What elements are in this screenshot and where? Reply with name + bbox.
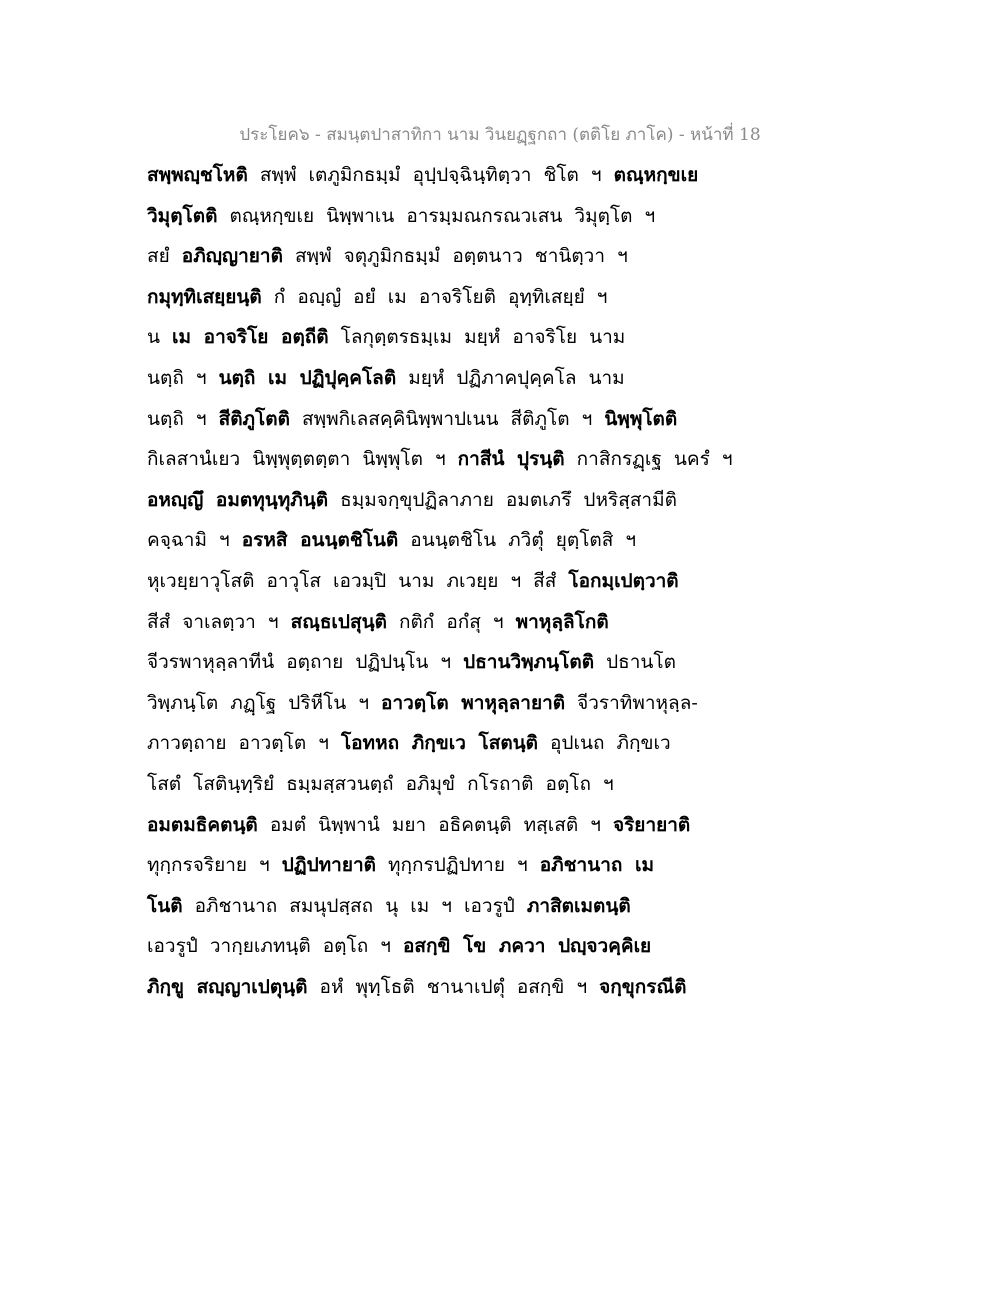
bold-term: อภิญฺญายาติ xyxy=(181,245,283,268)
text-segment: ธมฺมจกฺขุปฏิลาภาย อมตเภรึ ปหริสฺสามีติ xyxy=(328,488,677,511)
bold-term: วิมุตฺโตติ xyxy=(147,204,218,227)
bold-term: อมตมธิคตนฺติ xyxy=(147,813,258,836)
text-segment: สพฺพํ เตภูมิกธมฺมํ อุปฺปจฺฉินฺทิตฺวา ชิโต ฯ xyxy=(247,164,614,186)
text-line xyxy=(147,886,707,927)
text-line xyxy=(147,236,707,277)
text-segment: ตณฺหกฺขเย นิพฺพาเน อารมฺมณกรณวเสน วิมุตฺโต ฯ xyxy=(217,204,656,227)
text-segment: ทุกฺกรจริยาย ฯ xyxy=(147,854,282,877)
text-line xyxy=(147,561,707,602)
bold-term: โอกมฺเปตฺวาติ xyxy=(568,569,679,592)
bold-term: สพฺพญฺชโหติ xyxy=(147,164,248,186)
text-line xyxy=(147,358,707,399)
text-line xyxy=(147,399,707,440)
text-segment: สยํ xyxy=(147,245,182,268)
text-segment: กํ อญฺญํ อยํ เม อาจริโยติ อุทฺทิเสยฺยํ ฯ xyxy=(261,285,608,308)
bold-term: กาสีนํ ปุรนฺติ xyxy=(457,448,565,471)
text-segment: อหํ พุทฺโธติ ชานาเปตุํ อสกฺขิ ฯ xyxy=(307,975,600,998)
text-line xyxy=(147,683,707,724)
text-line xyxy=(147,845,707,886)
bold-term: เม อาจริโย อตฺถีติ xyxy=(172,326,329,349)
bold-term: จริยายาติ xyxy=(612,813,691,836)
text-line xyxy=(147,520,707,561)
text-line xyxy=(147,723,707,764)
body-text xyxy=(147,155,733,1007)
text-segment: จีวราทิพาหุลฺล- xyxy=(565,691,698,714)
text-line xyxy=(147,439,733,480)
bold-term: อหญฺญึ อมตทุนฺทุภินฺติ xyxy=(147,488,329,511)
bold-term: ปฏิปทายาติ xyxy=(281,854,376,877)
bold-term: สณฺธเปสุนฺติ xyxy=(290,610,387,633)
bold-term: โนติ xyxy=(147,894,183,917)
text-line xyxy=(147,317,707,358)
bold-term: กมุทฺทิเสยฺยนฺติ xyxy=(147,285,262,308)
text-line xyxy=(147,277,707,318)
text-segment: สพฺพกิเลสคฺคินิพฺพาปเนน สีติภูโต ฯ xyxy=(289,407,605,430)
text-segment: ทุกฺกรปฏิปทาย ฯ xyxy=(375,854,540,877)
text-segment: สีสํ จาเลตฺวา ฯ xyxy=(147,610,291,633)
text-segment: น xyxy=(147,326,173,349)
text-line xyxy=(147,480,707,521)
bold-term: ภิกฺขู สญฺญาเปตุนฺติ xyxy=(147,975,308,998)
bold-term: พาหุลฺลิโกติ xyxy=(515,610,609,633)
text-segment: กิเลสานํเยว นิพฺพุตฺตตฺตา นิพฺพุโต ฯ xyxy=(147,448,458,471)
text-segment: จีวรพาหุลฺลาทีนํ อตฺถาย ปฏิปนฺโน ฯ xyxy=(147,651,464,674)
text-line xyxy=(147,967,707,1008)
text-segment: นตฺถิ ฯ xyxy=(147,407,219,430)
text-segment: มยฺหํ ปฏิภาคปุคฺคโล นาม xyxy=(396,366,625,389)
text-segment: ภาวตฺถาย อาวตฺโต ฯ xyxy=(147,732,341,755)
text-segment: หุเวยฺยาวุโสติ อาวุโส เอวมฺปิ นาม ภเวยฺย ฯ สีสํ xyxy=(147,569,569,592)
text-line xyxy=(147,155,707,196)
text-segment: อนนฺตชิโน ภวิตุํ ยุตฺโตสิ ฯ xyxy=(398,529,637,552)
text-segment: อุปเนถ ภิกฺขเว xyxy=(537,732,671,755)
text-line xyxy=(147,602,707,643)
text-line xyxy=(147,642,707,683)
text-segment: สพฺพํ จตุภูมิกธมฺมํ อตฺตนาว ชานิตฺวา ฯ xyxy=(282,245,628,268)
bold-term: สีติภูโตติ xyxy=(218,407,290,430)
bold-term: ตณฺหกฺขเย xyxy=(613,164,699,186)
text-line xyxy=(147,764,707,805)
text-segment: อมตํ นิพฺพานํ มยา อธิคตนฺติ ทสฺเสติ ฯ xyxy=(257,813,613,836)
text-segment: โสตํ โสตินฺทฺริยํ ธมฺมสฺสวนตฺถํ อภิมุขํ กโรถาติ อตฺโถ ฯ xyxy=(147,772,614,795)
bold-term: อาวตฺโต พาหุลฺลายาติ xyxy=(381,691,566,714)
text-segment: นตฺถิ ฯ xyxy=(147,366,219,389)
text-segment: คจฺฉามิ ฯ xyxy=(147,529,242,552)
text-segment: เอวรูปํ วากฺยเภทนฺติ อตฺโถ ฯ xyxy=(147,935,403,958)
bold-term: อรหสิ อนนฺตชิโนติ xyxy=(241,529,399,552)
bold-term: ปธานวิพฺภนฺโตติ xyxy=(463,651,595,674)
bold-term: นตฺถิ เม ปฏิปุคฺคโลติ xyxy=(218,366,397,389)
text-segment: กติกํ อกํสุ ฯ xyxy=(386,610,516,633)
text-segment: ปธานโต xyxy=(594,651,676,674)
text-segment: วิพฺภนฺโต ภฏฺโฐ ปริหีโน ฯ xyxy=(147,691,382,714)
bold-term: อภิชานาถ เม xyxy=(539,854,655,877)
page-header: ประโยค๖ - สมนฺตปาสาทิกา นาม วินยฏฺฐกถา (ตติโย ภาโค) - หน้าที่ 18 xyxy=(239,125,761,145)
bold-term: ภาสิตเมตนฺติ xyxy=(526,894,631,917)
bold-term: อสกฺขิ โข ภควา ปญฺจวคฺคิเย xyxy=(402,935,652,958)
text-segment: กาสิกรฏฺเฐ นครํ ฯ xyxy=(564,448,733,471)
text-line xyxy=(147,805,707,846)
text-segment: โลกุตฺตรธมฺเม มยฺหํ อาจริโย นาม xyxy=(328,326,626,349)
bold-term: โอทหถ ภิกฺขเว โสตนฺติ xyxy=(340,732,538,755)
bold-term: นิพฺพุโตติ xyxy=(604,407,678,430)
text-line xyxy=(147,926,707,967)
bold-term: จกฺขุกรณีติ xyxy=(599,975,687,998)
text-line xyxy=(147,196,707,237)
text-segment: อภิชานาถ สมนุปสฺสถ นุ เม ฯ เอวรูปํ xyxy=(182,894,527,917)
